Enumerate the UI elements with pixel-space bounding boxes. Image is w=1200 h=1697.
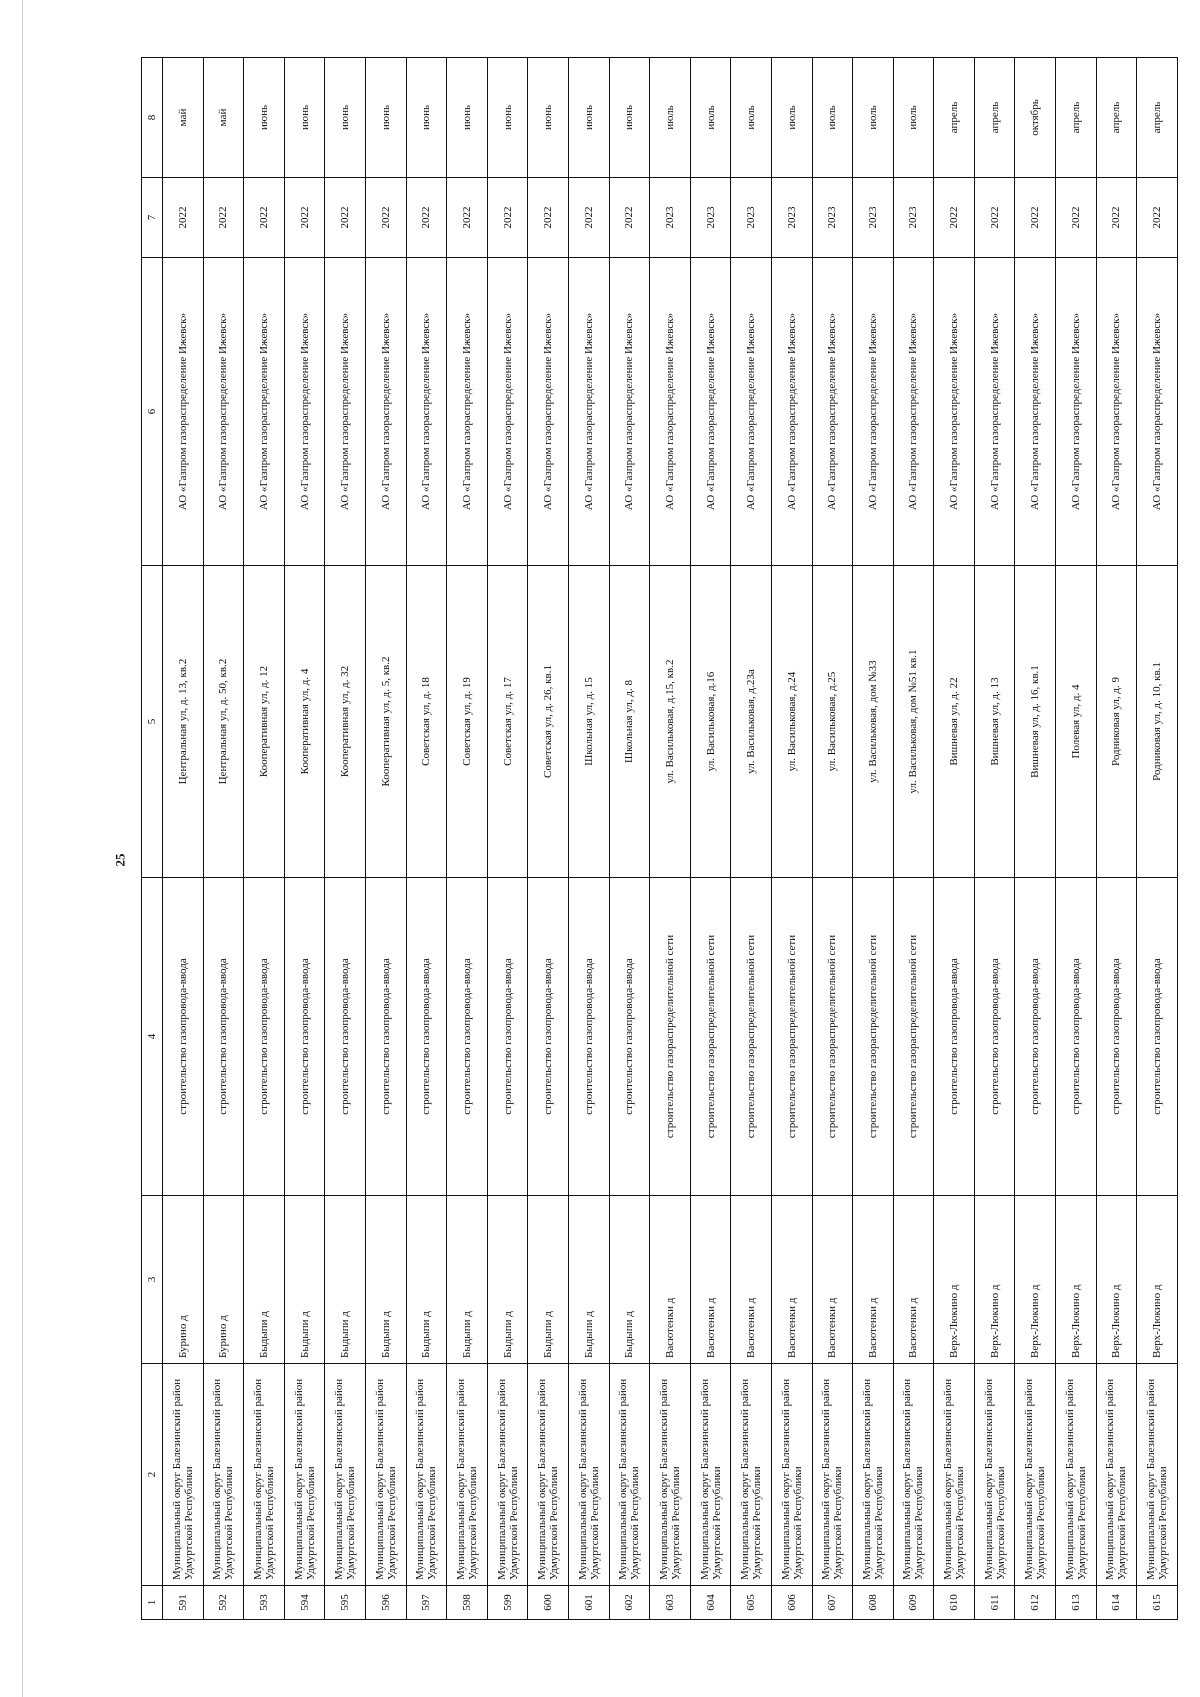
table-row [447, 58, 488, 1620]
locality-cell: Верх-Люкино д [974, 1196, 1015, 1364]
work-type-cell: строительство газораспределительной сети [853, 878, 894, 1196]
row-number-cell: 591 [163, 1586, 204, 1620]
organization-cell: АО «Газпром газораспределение Ижевск» [284, 258, 325, 566]
table-row [325, 58, 366, 1620]
work-type-cell: строительство газопровода-ввода [406, 878, 447, 1196]
address-cell: Школьная ул, д. 15 [568, 566, 609, 878]
municipality-cell: Муниципальный округ Балезинский район Удмуртской Республики [163, 1364, 204, 1586]
table-row [690, 58, 731, 1620]
locality-cell: Васютенки д [853, 1196, 894, 1364]
organization-cell: АО «Газпром газораспределение Ижевск» [650, 258, 691, 566]
organization-cell: АО «Газпром газораспределение Ижевск» [1137, 258, 1178, 566]
header-cell: 4 [142, 878, 163, 1196]
table-row [1096, 58, 1137, 1620]
month-cell: июль [893, 58, 934, 178]
month-cell: июль [771, 58, 812, 178]
address-cell: Вишневая ул, д. 13 [974, 566, 1015, 878]
year-cell: 2022 [487, 178, 528, 258]
month-cell: июнь [528, 58, 569, 178]
address-cell: Советская ул, д. 26, кв.1 [528, 566, 569, 878]
row-number-cell: 597 [406, 1586, 447, 1620]
municipality-cell: Муниципальный округ Балезинский район Удмуртской Республики [528, 1364, 569, 1586]
year-cell: 2023 [731, 178, 772, 258]
table-row [568, 58, 609, 1620]
year-cell: 2022 [163, 178, 204, 258]
work-type-cell: строительство газопровода-ввода [284, 878, 325, 1196]
locality-cell: Быдыпи д [609, 1196, 650, 1364]
organization-cell: АО «Газпром газораспределение Ижевск» [1015, 258, 1056, 566]
locality-cell: Быдыпи д [406, 1196, 447, 1364]
organization-cell: АО «Газпром газораспределение Ижевск» [1056, 258, 1097, 566]
locality-cell: Быдыпи д [528, 1196, 569, 1364]
locality-cell: Васютенки д [771, 1196, 812, 1364]
municipality-cell: Муниципальный округ Балезинский район Удмуртской Республики [447, 1364, 488, 1586]
address-cell: ул. Васильковая, д.23а [731, 566, 772, 878]
month-cell: июнь [609, 58, 650, 178]
municipality-cell: Муниципальный округ Балезинский район Удмуртской Республики [690, 1364, 731, 1586]
month-cell: июль [731, 58, 772, 178]
header-cell: 2 [142, 1364, 163, 1586]
month-cell: май [163, 58, 204, 178]
municipality-cell: Муниципальный округ Балезинский район Удмуртской Республики [203, 1364, 244, 1586]
year-cell: 2023 [650, 178, 691, 258]
row-number-cell: 604 [690, 1586, 731, 1620]
work-type-cell: строительство газораспределительной сети [771, 878, 812, 1196]
month-cell: июль [650, 58, 691, 178]
address-cell: Полевая ул, д. 4 [1056, 566, 1097, 878]
table-container [141, 58, 1174, 1620]
table-header [142, 58, 163, 1620]
address-cell: Вишневая ул, д. 22 [934, 566, 975, 878]
address-cell: Центральная ул, д. 50, кв.2 [203, 566, 244, 878]
month-cell: июнь [244, 58, 285, 178]
table-row [812, 58, 853, 1620]
work-type-cell: строительство газопровода-ввода [568, 878, 609, 1196]
address-cell: ул. Васильковая, д.25 [812, 566, 853, 878]
row-number-cell: 612 [1015, 1586, 1056, 1620]
month-cell: апрель [934, 58, 975, 178]
year-cell: 2023 [812, 178, 853, 258]
locality-cell: Быдыпи д [365, 1196, 406, 1364]
month-cell: июнь [365, 58, 406, 178]
locality-cell: Верх-Люкино д [1015, 1196, 1056, 1364]
locality-cell: Васютенки д [893, 1196, 934, 1364]
table-row [365, 58, 406, 1620]
organization-cell: АО «Газпром газораспределение Ижевск» [771, 258, 812, 566]
address-cell: Центральная ул, д. 13, кв.2 [163, 566, 204, 878]
address-cell: ул. Васильковая, д.15, кв.2 [650, 566, 691, 878]
municipality-cell: Муниципальный округ Балезинский район Удмуртской Республики [284, 1364, 325, 1586]
work-type-cell: строительство газораспределительной сети [893, 878, 934, 1196]
table-row [1056, 58, 1097, 1620]
work-type-cell: строительство газопровода-ввода [325, 878, 366, 1196]
organization-cell: АО «Газпром газораспределение Ижевск» [203, 258, 244, 566]
row-number-cell: 595 [325, 1586, 366, 1620]
row-number-cell: 613 [1056, 1586, 1097, 1620]
month-cell: июнь [325, 58, 366, 178]
locality-cell: Быдыпи д [487, 1196, 528, 1364]
month-cell: апрель [1096, 58, 1137, 178]
row-number-cell: 592 [203, 1586, 244, 1620]
year-cell: 2022 [365, 178, 406, 258]
page-left-rule [22, 0, 23, 1697]
address-cell: Кооперативная ул, д. 32 [325, 566, 366, 878]
month-cell: июль [853, 58, 894, 178]
year-cell: 2022 [447, 178, 488, 258]
organization-cell: АО «Газпром газораспределение Ижевск» [934, 258, 975, 566]
locality-cell: Васютенки д [650, 1196, 691, 1364]
table-row [528, 58, 569, 1620]
year-cell: 2022 [568, 178, 609, 258]
municipality-cell: Муниципальный округ Балезинский район Удмуртской Республики [934, 1364, 975, 1586]
organization-cell: АО «Газпром газораспределение Ижевск» [609, 258, 650, 566]
municipality-cell: Муниципальный округ Балезинский район Удмуртской Республики [974, 1364, 1015, 1586]
year-cell: 2022 [244, 178, 285, 258]
organization-cell: АО «Газпром газораспределение Ижевск» [853, 258, 894, 566]
row-number-cell: 601 [568, 1586, 609, 1620]
work-type-cell: строительство газопровода-ввода [203, 878, 244, 1196]
row-number-cell: 598 [447, 1586, 488, 1620]
locality-cell: Быдыпи д [447, 1196, 488, 1364]
month-cell: апрель [1056, 58, 1097, 178]
year-cell: 2023 [853, 178, 894, 258]
work-type-cell: строительство газопровода-ввода [1056, 878, 1097, 1196]
year-cell: 2022 [284, 178, 325, 258]
address-cell: Кооперативная ул, д. 5, кв.2 [365, 566, 406, 878]
table-row [609, 58, 650, 1620]
work-type-cell: строительство газопровода-ввода [1096, 878, 1137, 1196]
organization-cell: АО «Газпром газораспределение Ижевск» [568, 258, 609, 566]
address-cell: Кооперативная ул, д. 12 [244, 566, 285, 878]
work-type-cell: строительство газопровода-ввода [528, 878, 569, 1196]
year-cell: 2022 [934, 178, 975, 258]
address-cell: Советская ул, д. 19 [447, 566, 488, 878]
organization-cell: АО «Газпром газораспределение Ижевск» [487, 258, 528, 566]
organization-cell: АО «Газпром газораспределение Ижевск» [406, 258, 447, 566]
locality-cell: Васютенки д [812, 1196, 853, 1364]
month-cell: июнь [487, 58, 528, 178]
row-number-cell: 600 [528, 1586, 569, 1620]
work-type-cell: строительство газораспределительной сети [650, 878, 691, 1196]
work-type-cell: строительство газопровода-ввода [447, 878, 488, 1196]
table-row [244, 58, 285, 1620]
table-row [406, 58, 447, 1620]
row-number-cell: 602 [609, 1586, 650, 1620]
table-row [487, 58, 528, 1620]
work-type-cell: строительство газораспределительной сети [690, 878, 731, 1196]
address-cell: ул. Васильковая, дом №33 [853, 566, 894, 878]
municipality-cell: Муниципальный округ Балезинский район Удмуртской Республики [568, 1364, 609, 1586]
work-type-cell: строительство газопровода-ввода [974, 878, 1015, 1196]
table-row [1015, 58, 1056, 1620]
locality-cell: Быдыпи д [284, 1196, 325, 1364]
municipality-cell: Муниципальный округ Балезинский район Удмуртской Республики [812, 1364, 853, 1586]
organization-cell: АО «Газпром газораспределение Ижевск» [812, 258, 853, 566]
work-type-cell: строительство газопровода-ввода [934, 878, 975, 1196]
year-cell: 2022 [1056, 178, 1097, 258]
municipality-cell: Муниципальный округ Балезинский район Удмуртской Республики [1096, 1364, 1137, 1586]
header-cell: 3 [142, 1196, 163, 1364]
work-type-cell: строительство газораспределительной сети [731, 878, 772, 1196]
municipality-cell: Муниципальный округ Балезинский район Удмуртской Республики [1056, 1364, 1097, 1586]
year-cell: 2022 [406, 178, 447, 258]
month-cell: июнь [568, 58, 609, 178]
organization-cell: АО «Газпром газораспределение Ижевск» [731, 258, 772, 566]
organization-cell: АО «Газпром газораспределение Ижевск» [1096, 258, 1137, 566]
work-type-cell: строительство газопровода-ввода [487, 878, 528, 1196]
month-cell: июль [812, 58, 853, 178]
organization-cell: АО «Газпром газораспределение Ижевск» [447, 258, 488, 566]
address-cell: Советская ул, д. 18 [406, 566, 447, 878]
row-number-cell: 608 [853, 1586, 894, 1620]
locality-cell: Верх-Люкино д [1056, 1196, 1097, 1364]
table-row [934, 58, 975, 1620]
locality-cell: Васютенки д [731, 1196, 772, 1364]
table-row [1137, 58, 1178, 1620]
row-number-cell: 605 [731, 1586, 772, 1620]
row-number-cell: 610 [934, 1586, 975, 1620]
header-cell: 7 [142, 178, 163, 258]
row-number-cell: 614 [1096, 1586, 1137, 1620]
header-row [142, 58, 163, 1620]
data-table [141, 57, 1178, 1620]
table-row [893, 58, 934, 1620]
month-cell: июнь [447, 58, 488, 178]
table-row [771, 58, 812, 1620]
municipality-cell: Муниципальный округ Балезинский район Удмуртской Республики [853, 1364, 894, 1586]
month-cell: октябрь [1015, 58, 1056, 178]
municipality-cell: Муниципальный округ Балезинский район Удмуртской Республики [1015, 1364, 1056, 1586]
row-number-cell: 599 [487, 1586, 528, 1620]
work-type-cell: строительство газопровода-ввода [244, 878, 285, 1196]
year-cell: 2023 [771, 178, 812, 258]
row-number-cell: 593 [244, 1586, 285, 1620]
organization-cell: АО «Газпром газораспределение Ижевск» [690, 258, 731, 566]
municipality-cell: Муниципальный округ Балезинский район Удмуртской Республики [1137, 1364, 1178, 1586]
organization-cell: АО «Газпром газораспределение Ижевск» [974, 258, 1015, 566]
address-cell: ул. Васильковая, д.16 [690, 566, 731, 878]
table-row [974, 58, 1015, 1620]
table-row [650, 58, 691, 1620]
header-cell: 8 [142, 58, 163, 178]
table-body [163, 58, 1178, 1620]
month-cell: июнь [406, 58, 447, 178]
municipality-cell: Муниципальный округ Балезинский район Удмуртской Республики [609, 1364, 650, 1586]
address-cell: Школьная ул, д. 8 [609, 566, 650, 878]
row-number-cell: 609 [893, 1586, 934, 1620]
municipality-cell: Муниципальный округ Балезинский район Удмуртской Республики [487, 1364, 528, 1586]
work-type-cell: строительство газопровода-ввода [163, 878, 204, 1196]
row-number-cell: 607 [812, 1586, 853, 1620]
work-type-cell: строительство газопровода-ввода [1137, 878, 1178, 1196]
row-number-cell: 594 [284, 1586, 325, 1620]
municipality-cell: Муниципальный округ Балезинский район Удмуртской Республики [893, 1364, 934, 1586]
address-cell: Родниковая ул, д. 10, кв.1 [1137, 566, 1178, 878]
header-cell: 5 [142, 566, 163, 878]
year-cell: 2023 [893, 178, 934, 258]
page-number [108, 848, 132, 872]
organization-cell: АО «Газпром газораспределение Ижевск» [365, 258, 406, 566]
year-cell: 2022 [609, 178, 650, 258]
table-row [203, 58, 244, 1620]
municipality-cell: Муниципальный округ Балезинский район Удмуртской Республики [244, 1364, 285, 1586]
month-cell: май [203, 58, 244, 178]
municipality-cell: Муниципальный округ Балезинский район Удмуртской Республики [325, 1364, 366, 1586]
year-cell: 2022 [974, 178, 1015, 258]
locality-cell: Верх-Люкино д [934, 1196, 975, 1364]
municipality-cell: Муниципальный округ Балезинский район Удмуртской Республики [650, 1364, 691, 1586]
page-number-text: 25 [112, 853, 127, 867]
table-row [284, 58, 325, 1620]
organization-cell: АО «Газпром газораспределение Ижевск» [325, 258, 366, 566]
organization-cell: АО «Газпром газораспределение Ижевск» [893, 258, 934, 566]
municipality-cell: Муниципальный округ Балезинский район Удмуртской Республики [365, 1364, 406, 1586]
locality-cell: Бурино д [203, 1196, 244, 1364]
year-cell: 2023 [690, 178, 731, 258]
work-type-cell: строительство газопровода-ввода [1015, 878, 1056, 1196]
row-number-cell: 596 [365, 1586, 406, 1620]
year-cell: 2022 [203, 178, 244, 258]
table-row [853, 58, 894, 1620]
year-cell: 2022 [528, 178, 569, 258]
locality-cell: Верх-Люкино д [1096, 1196, 1137, 1364]
year-cell: 2022 [1096, 178, 1137, 258]
work-type-cell: строительство газопровода-ввода [609, 878, 650, 1196]
organization-cell: АО «Газпром газораспределение Ижевск» [528, 258, 569, 566]
header-cell: 6 [142, 258, 163, 566]
municipality-cell: Муниципальный округ Балезинский район Удмуртской Республики [731, 1364, 772, 1586]
year-cell: 2022 [325, 178, 366, 258]
address-cell: Кооперативная ул, д. 4 [284, 566, 325, 878]
row-number-cell: 606 [771, 1586, 812, 1620]
address-cell: Вишневая ул, д. 16, кв.1 [1015, 566, 1056, 878]
year-cell: 2022 [1137, 178, 1178, 258]
organization-cell: АО «Газпром газораспределение Ижевск» [244, 258, 285, 566]
municipality-cell: Муниципальный округ Балезинский район Удмуртской Республики [771, 1364, 812, 1586]
table-row [163, 58, 204, 1620]
table-row [731, 58, 772, 1620]
locality-cell: Верх-Люкино д [1137, 1196, 1178, 1364]
month-cell: июнь [284, 58, 325, 178]
month-cell: апрель [1137, 58, 1178, 178]
locality-cell: Быдыпи д [244, 1196, 285, 1364]
organization-cell: АО «Газпром газораспределение Ижевск» [163, 258, 204, 566]
work-type-cell: строительство газопровода-ввода [365, 878, 406, 1196]
work-type-cell: строительство газораспределительной сети [812, 878, 853, 1196]
address-cell: ул. Васильковая, дом №51 кв.1 [893, 566, 934, 878]
year-cell: 2022 [1015, 178, 1056, 258]
address-cell: ул. Васильковая, д.24 [771, 566, 812, 878]
month-cell: июль [690, 58, 731, 178]
address-cell: Родниковая ул, д. 9 [1096, 566, 1137, 878]
municipality-cell: Муниципальный округ Балезинский район Удмуртской Республики [406, 1364, 447, 1586]
month-cell: апрель [974, 58, 1015, 178]
locality-cell: Быдыпи д [568, 1196, 609, 1364]
address-cell: Советская ул, д. 17 [487, 566, 528, 878]
row-number-cell: 603 [650, 1586, 691, 1620]
locality-cell: Бурино д [163, 1196, 204, 1364]
row-number-cell: 615 [1137, 1586, 1178, 1620]
row-number-cell: 611 [974, 1586, 1015, 1620]
locality-cell: Быдыпи д [325, 1196, 366, 1364]
header-cell: 1 [142, 1586, 163, 1620]
locality-cell: Васютенки д [690, 1196, 731, 1364]
